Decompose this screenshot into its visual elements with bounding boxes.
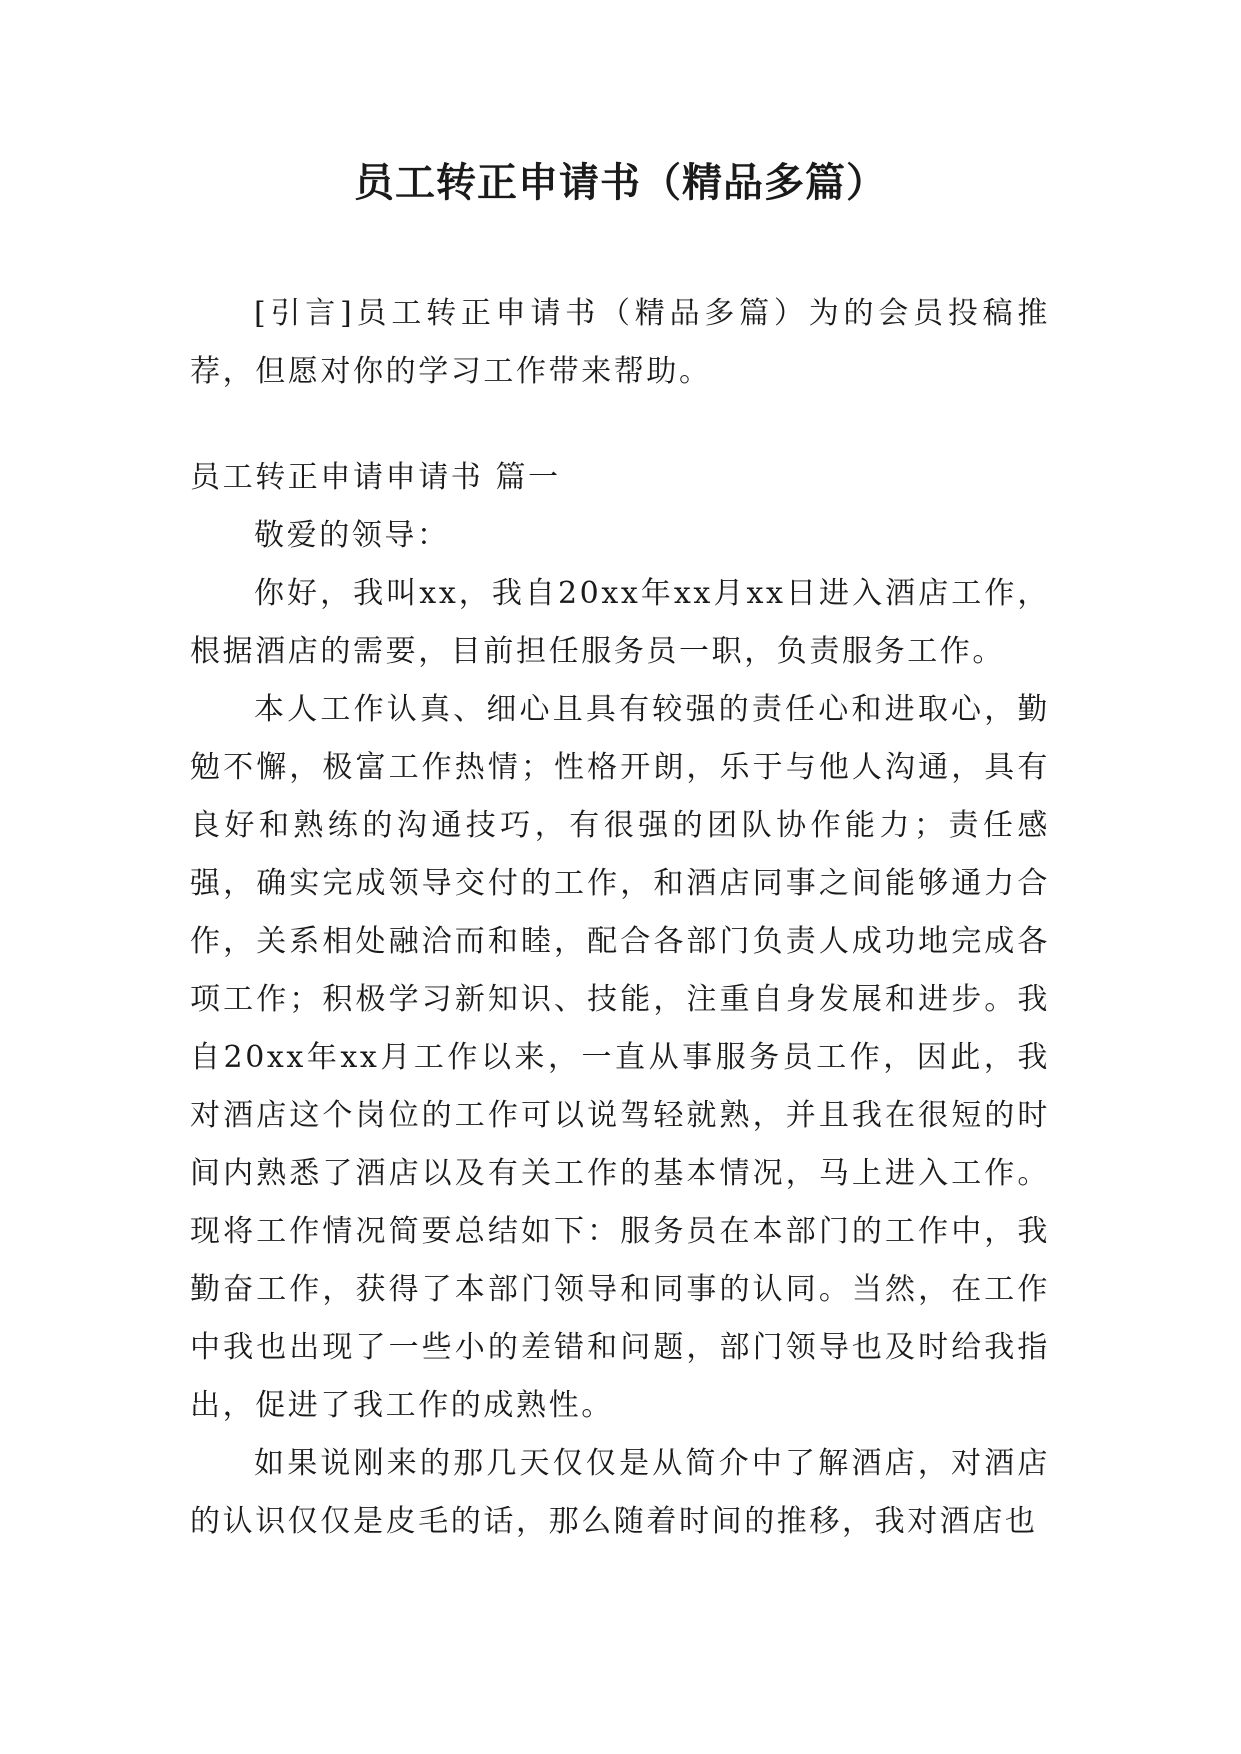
salutation: 敬爱的领导：	[254, 518, 450, 553]
intro-paragraph: [引言]员工转正申请书（精品多篇）为的会员投稿推荐，但愿对你的学习工作带来帮助。	[190, 296, 1050, 389]
document-title: 员工转正申请书（精品多篇）	[354, 159, 887, 206]
document-body	[190, 285, 1050, 1551]
body-paragraph: 本人工作认真、细心且具有较强的责任心和进取心，勤勉不懈，极富工作热情；性格开朗，乐于与他人沟通，具有良好和熟练的沟通技巧，有很强的团队协作能力；责任感强，确实完成领导交付的工作，和酒店同事之间能够通力合作，关系相处融洽而和睦，配合各部门负责人成功地完成各项工作；积极学习新知识、技能，注重自身发展和进步。我自20xx年xx月工作以来，一直从事服务员工作，因此，我对酒店这个岗位的工作可以说驾轻就熟，并且我在很短的时间内熟悉了酒店以及有关工作的基本情况，马上进入工作。现将工作情况简要总结如下：服务员在本部门的工作中，我勤奋工作，获得了本部门领导和同事的认同。当然，在工作中我也出现了一些小的差错和问题，部门领导也及时给我指出，促进了我工作的成熟性。	[190, 692, 1050, 1423]
body-paragraph: 你好，我叫xx，我自20xx年xx月xx日进入酒店工作，根据酒店的需要，目前担任服务员一职，负责服务工作。	[190, 576, 1050, 669]
section-heading: 员工转正申请申请书 篇一	[190, 460, 561, 495]
body-paragraph: 如果说刚来的那几天仅仅是从简介中了解酒店，对酒店的认识仅仅是皮毛的话，那么随着时间的推移，我对酒店也	[190, 1446, 1050, 1539]
